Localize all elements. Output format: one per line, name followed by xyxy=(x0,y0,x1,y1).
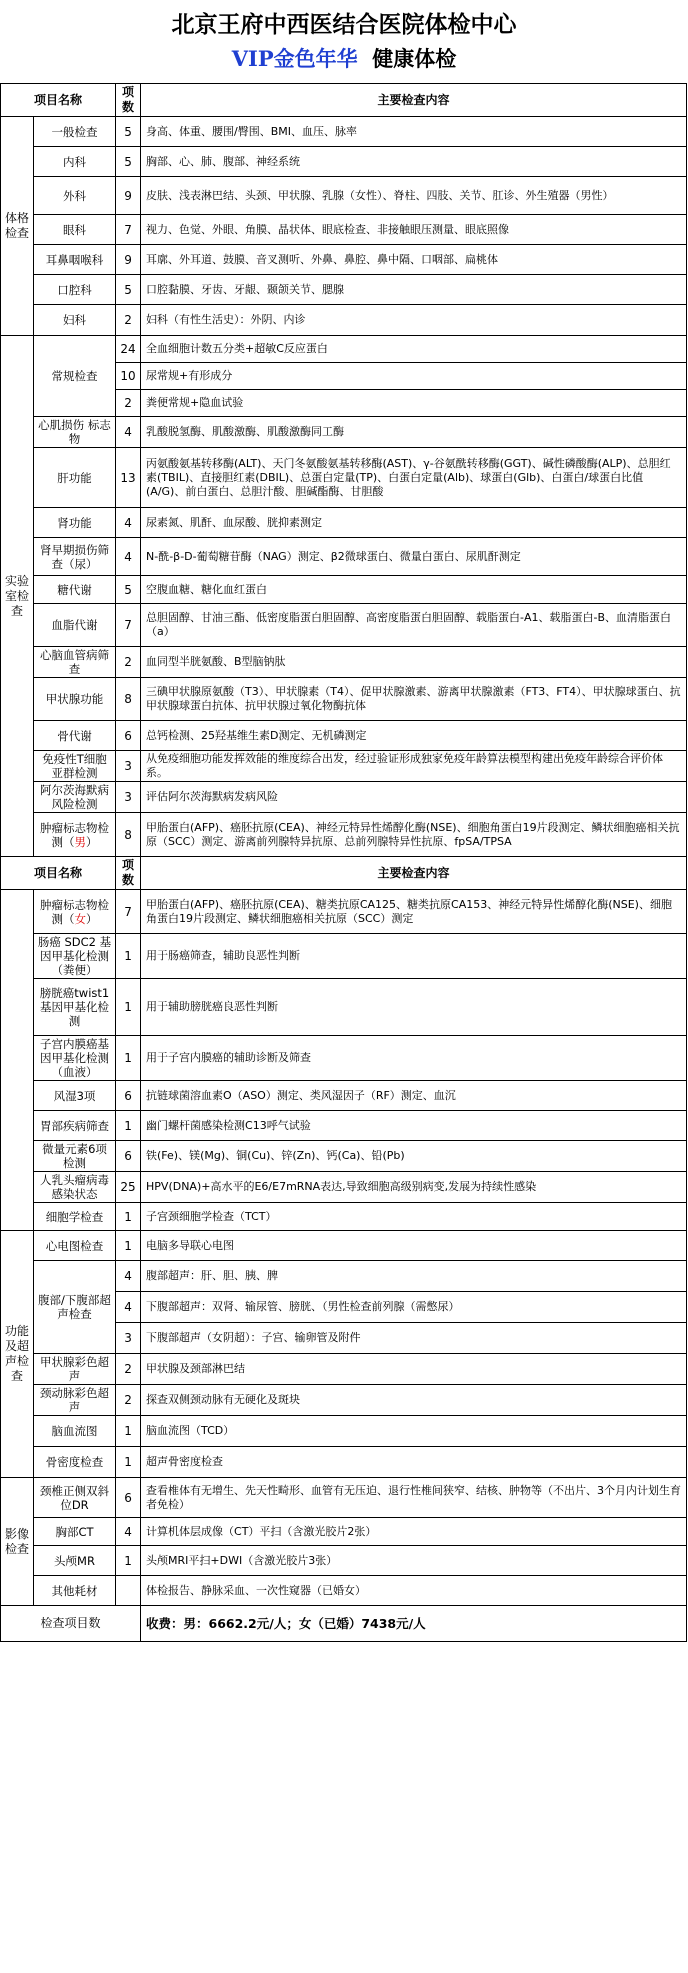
category-physical: 体格检查 xyxy=(1,117,34,336)
item-count: 4 xyxy=(116,1261,141,1292)
table-row xyxy=(1,979,687,1036)
table-header-row xyxy=(1,84,687,117)
item-count: 5 xyxy=(116,147,141,177)
table-row xyxy=(1,678,687,721)
item-content: 视力、色觉、外眼、角膜、晶状体、眼底检查、非接触眼压测量、眼底照像 xyxy=(141,215,687,245)
page-subtitle xyxy=(0,44,688,74)
item-count: 3 xyxy=(116,751,141,782)
item-name: 颈椎正侧双斜位DR xyxy=(34,1478,116,1518)
item-count: 5 xyxy=(116,275,141,305)
table-row xyxy=(1,336,687,363)
exam-table xyxy=(0,83,687,1642)
table-row xyxy=(1,1172,687,1203)
item-name: 骨代谢 xyxy=(34,721,116,751)
item-count: 3 xyxy=(116,1323,141,1354)
item-count: 4 xyxy=(116,538,141,576)
item-content: 总胆固醇、甘油三酯、低密度脂蛋白胆固醇、高密度脂蛋白胆固醇、载脂蛋白-A1、载脂蛋白-B、血清脂蛋白（a） xyxy=(141,604,687,647)
item-count: 1 xyxy=(116,979,141,1036)
sex-label: 女 xyxy=(74,911,86,926)
table-row xyxy=(1,890,687,934)
item-content: 耳廓、外耳道、鼓膜、音叉测听、外鼻、鼻腔、鼻中隔、口咽部、扁桃体 xyxy=(141,245,687,275)
item-count: 5 xyxy=(116,117,141,147)
item-count: 25 xyxy=(116,1172,141,1203)
table-row xyxy=(1,934,687,979)
item-count: 1 xyxy=(116,1111,141,1141)
table-row xyxy=(1,1385,687,1416)
item-name: 血脂代谢 xyxy=(34,604,116,647)
item-content: 皮肤、浅表淋巴结、头颈、甲状腺、乳腺（女性）、脊柱、四肢、关节、肛诊、外生殖器（男性） xyxy=(141,177,687,215)
header-count: 项数 xyxy=(116,84,141,117)
table-row xyxy=(1,275,687,305)
table-row xyxy=(1,1416,687,1447)
table-row xyxy=(1,1036,687,1081)
item-content: 甲状腺及颈部淋巴结 xyxy=(141,1354,687,1385)
item-content: 计算机体层成像（CT）平扫（含激光胶片2张） xyxy=(141,1518,687,1546)
header-count: 项数 xyxy=(116,857,141,890)
item-count: 10 xyxy=(116,363,141,390)
table-row xyxy=(1,1111,687,1141)
item-name: 眼科 xyxy=(34,215,116,245)
item-name: 甲状腺彩色超声 xyxy=(34,1354,116,1385)
item-name: 肾功能 xyxy=(34,508,116,538)
item-name xyxy=(34,890,116,934)
item-count: 1 xyxy=(116,1231,141,1261)
table-row xyxy=(1,245,687,275)
item-name: 子宫内膜癌基因甲基化检测（血液） xyxy=(34,1036,116,1081)
item-count: 9 xyxy=(116,245,141,275)
header-content: 主要检查内容 xyxy=(141,857,687,890)
page-title: 北京王府中西医结合医院体检中心 xyxy=(171,11,517,38)
item-count: 7 xyxy=(116,604,141,647)
table-row xyxy=(1,1518,687,1546)
category-imaging: 影像检查 xyxy=(1,1478,34,1606)
item-count: 4 xyxy=(116,1518,141,1546)
item-name: 骨密度检查 xyxy=(34,1447,116,1478)
item-count: 2 xyxy=(116,1385,141,1416)
exam-table-body xyxy=(1,84,687,1642)
item-content: 下腹部超声（女阴超）：子宫、输卵管及附件 xyxy=(141,1323,687,1354)
item-content: 总钙检测、25羟基维生素D测定、无机磷测定 xyxy=(141,721,687,751)
table-row xyxy=(1,576,687,604)
table-row xyxy=(1,1081,687,1111)
tumor-name: 肿瘤标志物检测（ xyxy=(40,897,109,926)
item-name: 甲状腺功能 xyxy=(34,678,116,721)
item-name: 心脑血管病筛查 xyxy=(34,647,116,678)
item-name: 膀胱癌twist1 基因甲基化检测 xyxy=(34,979,116,1036)
table-header-row xyxy=(1,857,687,890)
item-name: 肾早期损伤筛查（尿） xyxy=(34,538,116,576)
item-content: 子宫颈细胞学检查（TCT） xyxy=(141,1203,687,1231)
item-count: 2 xyxy=(116,305,141,336)
table-row xyxy=(1,147,687,177)
item-count: 1 xyxy=(116,934,141,979)
item-count: 4 xyxy=(116,508,141,538)
category-lab-continued xyxy=(1,890,34,1231)
item-name: 一般检查 xyxy=(34,117,116,147)
item-content: HPV(DNA)+高水平的E6/E7mRNA表达,导致细胞高级别病变,发展为持续性感染 xyxy=(141,1172,687,1203)
item-count: 1 xyxy=(116,1036,141,1081)
item-count: 9 xyxy=(116,177,141,215)
table-row xyxy=(1,1546,687,1576)
item-name: 胸部CT xyxy=(34,1518,116,1546)
item-count: 6 xyxy=(116,721,141,751)
item-content: 尿素氮、肌酐、血尿酸、胱抑素测定 xyxy=(141,508,687,538)
table-row xyxy=(1,1478,687,1518)
table-row xyxy=(1,1203,687,1231)
item-count: 1 xyxy=(116,1203,141,1231)
price-text: 收费：男：6662.2元/人；女（已婚）7438元/人 xyxy=(141,1606,687,1642)
item-count xyxy=(116,1576,141,1606)
item-content: 探查双侧颈动脉有无硬化及斑块 xyxy=(141,1385,687,1416)
table-row xyxy=(1,751,687,782)
table-row xyxy=(1,782,687,813)
item-name: 胃部疾病筛查 xyxy=(34,1111,116,1141)
table-row xyxy=(1,117,687,147)
tumor-name: 肿瘤标志物检测（ xyxy=(40,820,109,849)
item-name: 阿尔茨海默病风险检测 xyxy=(34,782,116,813)
item-content: 全血细胞计数五分类+超敏C反应蛋白 xyxy=(141,336,687,363)
item-content: 妇科（有性生活史）：外阴、内诊 xyxy=(141,305,687,336)
table-row xyxy=(1,1261,687,1292)
item-content: 用于子宫内膜癌的辅助诊断及筛查 xyxy=(141,1036,687,1081)
item-name: 心肌损伤 标志物 xyxy=(34,417,116,448)
item-count: 13 xyxy=(116,448,141,508)
item-name: 腹部/下腹部超声检查 xyxy=(34,1261,116,1354)
item-count: 8 xyxy=(116,813,141,857)
item-content: 超声骨密度检查 xyxy=(141,1447,687,1478)
item-count: 2 xyxy=(116,1354,141,1385)
header-name: 项目名称 xyxy=(1,84,116,117)
item-content: 甲胎蛋白(AFP)、癌胚抗原(CEA)、神经元特异性烯醇化酶(NSE)、细胞角蛋白19片段测定、鳞状细胞癌相关抗原（SCC）测定、游离前列腺特异抗原、总前列腺特异性抗原、fpSA/TPSA xyxy=(141,813,687,857)
item-name: 外科 xyxy=(34,177,116,215)
table-row xyxy=(1,177,687,215)
item-name: 微量元素6项检测 xyxy=(34,1141,116,1172)
item-count: 2 xyxy=(116,647,141,678)
item-content: 用于辅助膀胱癌良恶性判断 xyxy=(141,979,687,1036)
item-name: 肠癌 SDC2 基因甲基化检测（粪便） xyxy=(34,934,116,979)
item-count: 6 xyxy=(116,1141,141,1172)
item-content: 乳酸脱氢酶、肌酸激酶、肌酸激酶同工酶 xyxy=(141,417,687,448)
header-name: 项目名称 xyxy=(1,857,116,890)
item-content: 从免疫细胞功能发挥效能的维度综合出发，经过验证形成独家免疫年龄算法模型构建出免疫年龄综合评价体系。 xyxy=(141,751,687,782)
item-count: 8 xyxy=(116,678,141,721)
item-count: 3 xyxy=(116,782,141,813)
subtitle-text: 健康体检 xyxy=(372,46,457,71)
item-name: 肝功能 xyxy=(34,448,116,508)
item-content: 口腔黏膜、牙齿、牙龈、颞颌关节、腮腺 xyxy=(141,275,687,305)
table-row xyxy=(1,448,687,508)
item-name: 人乳头瘤病毒感染状态 xyxy=(34,1172,116,1203)
item-content: 电脑多导联心电图 xyxy=(141,1231,687,1261)
table-row xyxy=(1,1447,687,1478)
category-func: 功能及超声检查 xyxy=(1,1231,34,1478)
item-name: 其他耗材 xyxy=(34,1576,116,1606)
table-row xyxy=(1,604,687,647)
item-name: 颈动脉彩色超声 xyxy=(34,1385,116,1416)
sex-label: 男 xyxy=(74,834,86,849)
item-count: 7 xyxy=(116,215,141,245)
item-name: 内科 xyxy=(34,147,116,177)
table-row xyxy=(1,417,687,448)
item-count: 1 xyxy=(116,1447,141,1478)
item-content: 幽门螺杆菌感染检测C13呼气试验 xyxy=(141,1111,687,1141)
item-name: 糖代谢 xyxy=(34,576,116,604)
item-name: 细胞学检查 xyxy=(34,1203,116,1231)
tumor-name-close: ） xyxy=(86,834,98,849)
item-count: 4 xyxy=(116,417,141,448)
table-row xyxy=(1,1606,687,1642)
item-name: 口腔科 xyxy=(34,275,116,305)
item-content: 脑血流图（TCD） xyxy=(141,1416,687,1447)
item-content: 三碘甲状腺原氨酸（T3）、甲状腺素（T4）、促甲状腺激素、游离甲状腺激素（FT3、FT4）、甲状腺球蛋白、抗甲状腺球蛋白抗体、抗甲状腺过氧化物酶抗体 xyxy=(141,678,687,721)
item-content: 甲胎蛋白(AFP)、癌胚抗原(CEA)、糖类抗原CA125、糖类抗原CA153、神经元特异性烯醇化酶(NSE)、细胞角蛋白19片段测定、鳞状细胞癌相关抗原（SCC）测定 xyxy=(141,890,687,934)
table-row xyxy=(1,508,687,538)
item-content: 用于肠癌筛查，辅助良恶性判断 xyxy=(141,934,687,979)
category-lab: 实验室检查 xyxy=(1,336,34,857)
item-content: 下腹部超声：双肾、输尿管、膀胱、（男性检查前列腺（需憋尿） xyxy=(141,1292,687,1323)
header-content: 主要检查内容 xyxy=(141,84,687,117)
item-content: 查看椎体有无增生、先天性畸形、血管有无压迫、退行性椎间狭窄、结核、肿物等（不出片、3个月内计划生育者免检） xyxy=(141,1478,687,1518)
item-name xyxy=(34,813,116,857)
table-row xyxy=(1,1354,687,1385)
item-content: 身高、体重、腰围/臀围、BMI、血压、脉率 xyxy=(141,117,687,147)
total-label: 检查项目数 xyxy=(1,1606,141,1642)
item-content: 丙氨酸氨基转移酶(ALT)、天门冬氨酸氨基转移酶(AST)、γ-谷氨酰转移酶(GGT)、碱性磷酸酶(ALP)、总胆红素(TBIL)、直接胆红素(DBIL)、总蛋白定量(TP)、白蛋白定量(Alb)、球蛋白(Glb)、白蛋白/球蛋白比值(A/G)、前白蛋白、总胆汁酸、胆碱酯酶、甘胆酸 xyxy=(141,448,687,508)
item-content: 血同型半胱氨酸、B型脑钠肽 xyxy=(141,647,687,678)
item-content: 体检报告、静脉采血、一次性窥器（已婚女） xyxy=(141,1576,687,1606)
item-content: 粪便常规+隐血试验 xyxy=(141,390,687,417)
item-content: 空腹血糖、糖化血红蛋白 xyxy=(141,576,687,604)
table-row xyxy=(1,215,687,245)
table-row xyxy=(1,1231,687,1261)
item-count: 2 xyxy=(116,390,141,417)
item-name: 妇科 xyxy=(34,305,116,336)
table-row xyxy=(1,647,687,678)
item-content: 胸部、心、肺、腹部、神经系统 xyxy=(141,147,687,177)
item-content: 尿常规+有形成分 xyxy=(141,363,687,390)
tumor-name-close: ） xyxy=(86,911,98,926)
table-row xyxy=(1,813,687,857)
item-count: 7 xyxy=(116,890,141,934)
item-name: 免疫性T细胞亚群检测 xyxy=(34,751,116,782)
item-count: 6 xyxy=(116,1081,141,1111)
item-count: 5 xyxy=(116,576,141,604)
item-name: 常规检查 xyxy=(34,336,116,417)
item-count: 1 xyxy=(116,1416,141,1447)
item-name: 心电图检查 xyxy=(34,1231,116,1261)
item-count: 24 xyxy=(116,336,141,363)
item-content: 铁(Fe)、镁(Mg)、铜(Cu)、锌(Zn)、钙(Ca)、铅(Pb) xyxy=(141,1141,687,1172)
table-row xyxy=(1,1141,687,1172)
item-content: N-酰-β-D-葡萄糖苷酶（NAG）测定、β2微球蛋白、微量白蛋白、尿肌酐测定 xyxy=(141,538,687,576)
item-content: 抗链球菌溶血素O（ASO）测定、类风湿因子（RF）测定、血沉 xyxy=(141,1081,687,1111)
table-row xyxy=(1,305,687,336)
subtitle-vip: VIP金色年华 xyxy=(231,46,358,71)
item-name: 耳鼻咽喉科 xyxy=(34,245,116,275)
item-name: 头颅MR xyxy=(34,1546,116,1576)
item-content: 头颅MRI平扫+DWI（含激光胶片3张） xyxy=(141,1546,687,1576)
table-row xyxy=(1,538,687,576)
table-row xyxy=(1,1576,687,1606)
item-name: 脑血流图 xyxy=(34,1416,116,1447)
item-content: 评估阿尔茨海默病发病风险 xyxy=(141,782,687,813)
table-row xyxy=(1,721,687,751)
item-name: 风湿3项 xyxy=(34,1081,116,1111)
item-count: 4 xyxy=(116,1292,141,1323)
item-count: 6 xyxy=(116,1478,141,1518)
item-count: 1 xyxy=(116,1546,141,1576)
item-content: 腹部超声：肝、胆、胰、脾 xyxy=(141,1261,687,1292)
